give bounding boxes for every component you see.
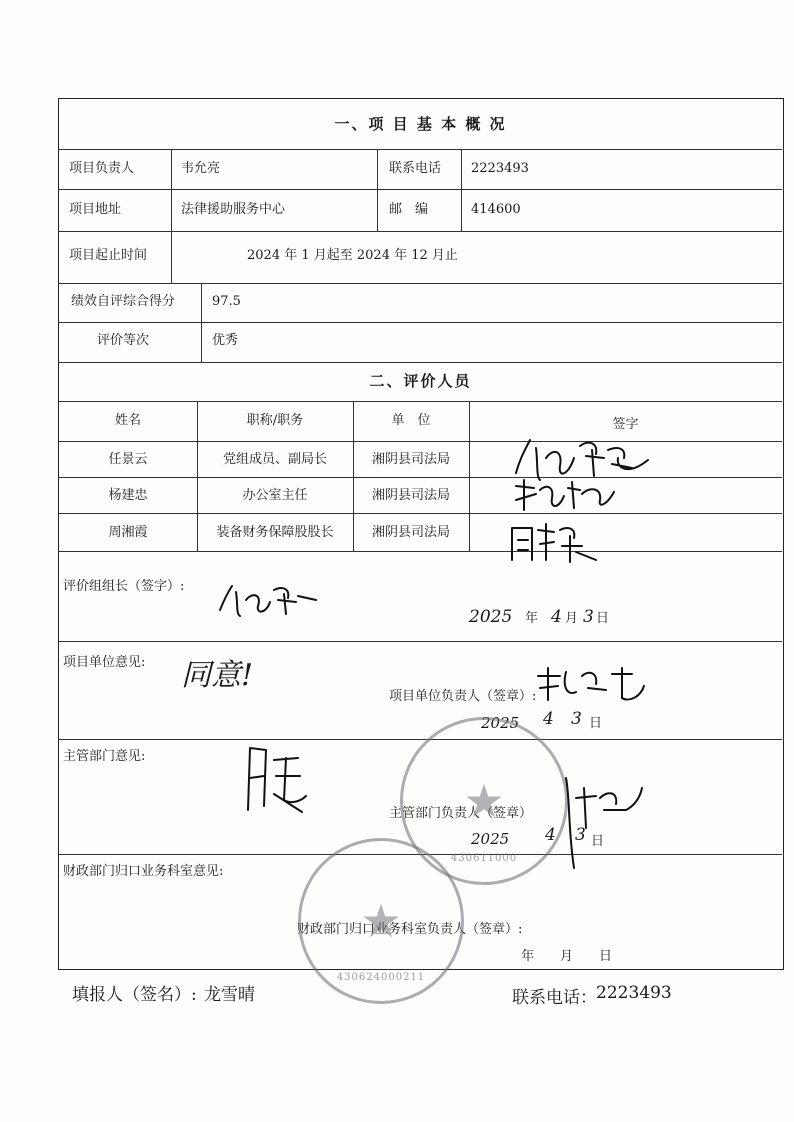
header-signature: 签字	[612, 417, 639, 432]
authority-date-day: 3	[575, 825, 586, 845]
row-divider	[59, 739, 782, 740]
finance-sign-label: 财政部门归口业务科室负责人（签章）:	[297, 922, 523, 937]
row-divider	[59, 362, 782, 363]
finance-label: 财政部门归口业务科室意见:	[63, 864, 224, 879]
col-divider	[461, 149, 462, 231]
project-unit-label: 项目单位意见:	[63, 655, 146, 670]
project-unit-day-char: 日	[589, 716, 603, 731]
signature-authority-head	[556, 768, 646, 878]
filler-label: 填报人（签名）:	[72, 985, 197, 1005]
row-title: 装备财务保障股股长	[216, 525, 334, 540]
address-label: 项目地址	[69, 202, 122, 217]
header-unit: 单 位	[391, 413, 431, 428]
group-leader-date-month: 4	[551, 607, 562, 627]
row-divider	[59, 513, 782, 514]
signature-zhou	[506, 516, 606, 566]
county-finance-bureau-seal	[298, 838, 464, 1004]
star-icon: ★	[463, 774, 505, 828]
col-divider	[201, 283, 202, 362]
group-leader-year-char: 年	[525, 611, 539, 626]
finance-date: 年 月 日	[521, 949, 613, 964]
leader-value: 韦允亮	[181, 161, 221, 176]
row-divider	[59, 477, 782, 478]
period-value: 2024 年 1 月起至 2024 年 12 月止	[247, 248, 458, 263]
postcode-label: 邮 编	[389, 202, 429, 217]
footer-phone-label: 联系电话：	[512, 988, 597, 1008]
project-unit-opinion: 同意!	[181, 658, 254, 693]
period-label: 项目起止时间	[69, 248, 148, 263]
section2-title: 二、评价人员	[369, 372, 472, 390]
row-name: 杨建忠	[108, 488, 148, 503]
group-leader-month-char: 月	[565, 611, 579, 626]
row-divider	[59, 441, 782, 442]
row-unit: 湘阴县司法局	[371, 525, 450, 540]
row-unit: 湘阴县司法局	[371, 452, 450, 467]
group-leader-date-day: 3	[583, 607, 594, 627]
row-divider	[59, 149, 782, 150]
signature-unit-head	[532, 662, 652, 707]
group-leader-day-char: 日	[596, 611, 610, 626]
leader-label: 项目负责人	[69, 161, 135, 176]
project-unit-date-day: 3	[571, 709, 582, 729]
signature-yang	[510, 476, 620, 516]
row-divider	[59, 189, 782, 190]
grade-label: 评价等次	[97, 333, 150, 348]
grade-value: 优秀	[212, 333, 239, 348]
seal-number: 430611000	[450, 853, 518, 864]
signature-group-leader	[212, 580, 322, 620]
header-name: 姓名	[114, 413, 141, 428]
project-unit-sign-label: 项目单位负责人（签章）:	[389, 689, 537, 704]
group-leader-label: 评价组组长（签字）:	[63, 579, 185, 594]
row-name: 周湘霞	[108, 525, 148, 540]
phone-label: 联系电话	[389, 161, 442, 176]
star-icon: ★	[360, 894, 402, 948]
authority-label: 主管部门意见:	[63, 749, 146, 764]
authority-day-char: 日	[591, 834, 605, 849]
authority-date-year: 2025	[471, 830, 510, 848]
authority-sign-label: 主管部门负责人（签章）	[389, 806, 533, 821]
row-divider	[59, 322, 782, 323]
phone-value: 2223493	[471, 161, 529, 176]
section1-title: 一、项 目 基 本 概 况	[334, 115, 507, 133]
row-divider	[59, 231, 782, 232]
row-unit: 湘阴县司法局	[371, 488, 450, 503]
seal-number: 430624000211	[336, 972, 426, 983]
authority-date-month: 4	[545, 825, 556, 845]
footer-phone-value: 2223493	[596, 983, 672, 1003]
postcode-value: 414600	[471, 202, 521, 217]
row-divider	[59, 641, 782, 642]
group-leader-date-year: 2025	[469, 607, 513, 627]
project-unit-date-year: 2025	[481, 714, 520, 732]
row-name: 任景云	[108, 452, 148, 467]
row-title: 办公室主任	[242, 488, 308, 503]
row-divider	[59, 283, 782, 284]
signature-authority-opinion	[240, 740, 310, 820]
filler-name: 龙雪晴	[204, 985, 255, 1005]
address-value: 法律援助服务中心	[181, 202, 286, 217]
row-divider	[59, 551, 782, 552]
row-title: 党组成员、副局长	[222, 452, 327, 467]
col-divider	[171, 149, 172, 283]
project-unit-date-month: 4	[543, 709, 554, 729]
col-divider	[377, 149, 378, 231]
score-value: 97.5	[212, 294, 241, 309]
row-divider	[59, 401, 782, 402]
header-title: 职称/职务	[246, 413, 304, 428]
score-label: 绩效自评综合得分	[71, 294, 176, 309]
